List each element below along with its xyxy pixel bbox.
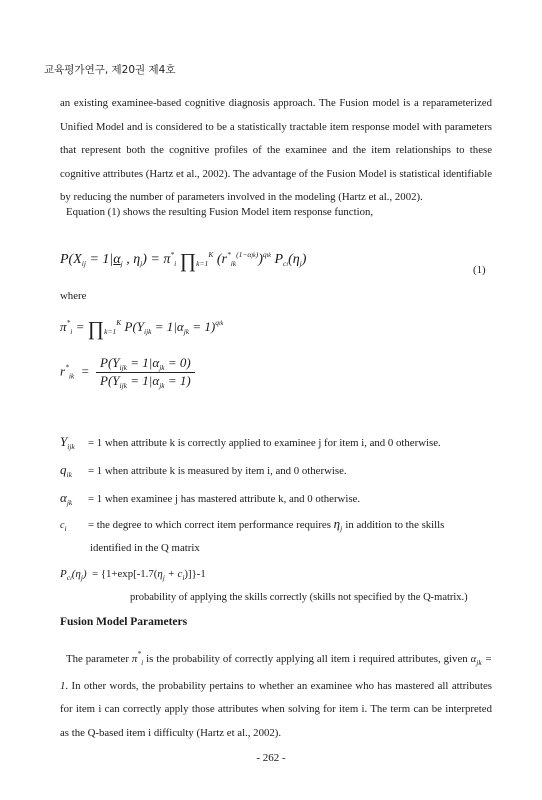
definition-alpha-text: = 1 when examinee j has mastered attribute k, and 0 otherwise. <box>88 493 361 505</box>
definition-c-line2: identified in the Q matrix <box>90 542 200 554</box>
paragraph-parameters: The parameter $\pi^*_i$ is the probability of correctly applying all item i required attributes, given $\alpha_{jk} = 1$. In other words, the probability pertains to whether an examinee who has mastered all attributes for item i can correctly apply those attributes when solving for item i. The term can be interpreted as the Q-based item i difficulty (Hartz et al., 2002). <box>60 649 492 739</box>
paragraph-intro: an existing examinee-based cognitive diagnosis approach. The Fusion model is a reparameterized Unified Model and is considered to be a statistically tractable item response model with parameters that represent both the cognitive profiles of the examinee and the item relationships to these cognitive attributes (Hartz et al., 2002). The advantage of the Fusion Model is statistical identifiable by reducing the number of parameters involved in the modeling (Hartz et al., 2002). <box>60 97 492 203</box>
definition-pc-description: probability of applying the skills correctly (skills not specified by the Q-matrix.) <box>130 592 468 603</box>
definition-alpha: $\alpha_{jk} = 1$ when examinee j has mastered attribute k, and 0 otherwise. <box>60 490 361 507</box>
definition-y-text: = 1 when attribute k is correctly applied to examinee j for item i, and 0 otherwise. <box>88 437 441 449</box>
paragraph-parameters-a: The parameter <box>66 653 129 665</box>
running-header: 교육평가연구, 제20권 제4호 <box>44 64 176 76</box>
definition-c-text-end: in addition to the skills <box>345 519 445 531</box>
equation-r-star: $r^*_{ik}$ = $\frac{P(Y_{ijk} = 1|\alpha_{jk} = 0)}{P(Y_{ijk} = 1|\alpha_{jk} = 1)}$ <box>60 355 195 390</box>
definition-y: $Y_{ijk} = 1$ when attribute k is correctly applied to examinee j for item i, and 0 otherwise. <box>60 434 441 451</box>
page-number: - 262 - <box>256 752 286 764</box>
definition-c-text: = the degree to which correct item performance requires <box>88 519 331 531</box>
section-heading: Fusion Model Parameters <box>60 616 188 628</box>
definition-q: $q_{ik} = 1$ when attribute k is measured by item i, and 0 otherwise. <box>60 462 347 479</box>
equation-fusion-irf: $P(X_{ij} = 1|\alpha_j$ , $\eta_j) = \pi^*_i$ $\prod_{k=1}^K$ $(r^*_{ik}^{(1-\alpha jk)})^{qik}$ $P_{ci}(\eta_j)$ <box>60 250 307 272</box>
definition-q-text: = 1 when attribute k is measured by item i, and 0 otherwise. <box>88 465 347 477</box>
definition-c: $c_i$ = the degree to which correct item performance requires $\eta_j$ in addition to the skills <box>60 516 445 533</box>
equation-number: (1) <box>473 264 486 276</box>
definition-pc-text: = {1+exp[-1.7( <box>92 568 158 580</box>
equation-pi-star: $\pi^*_i$ = $\prod_{k=1}^K$ $P(Y_{ijk} = 1|\alpha_{jk} = 1)^{qik}$ <box>60 318 224 340</box>
definition-pc-text-end: )]}-1 <box>184 568 206 580</box>
definition-pc: $P_{ci}(\eta_j) = \{1+\exp[-1.7(\eta_j + c_i)]\}-1$ <box>60 568 206 582</box>
paragraph-parameters-b: is the probability of correctly applying all item i required attributes, given <box>146 653 468 665</box>
where-label: where <box>60 290 87 302</box>
paragraph-parameters-c: . In other words, the probability pertains to whether an examinee who has mastered all attributes for item i can correctly apply those attributes when solving for item i. The term can be interpreted as the Q-based item i difficulty (Hartz et al., 2002). <box>60 679 492 739</box>
paragraph-equation-intro: Equation (1) shows the resulting Fusion Model item response function, <box>66 206 374 218</box>
